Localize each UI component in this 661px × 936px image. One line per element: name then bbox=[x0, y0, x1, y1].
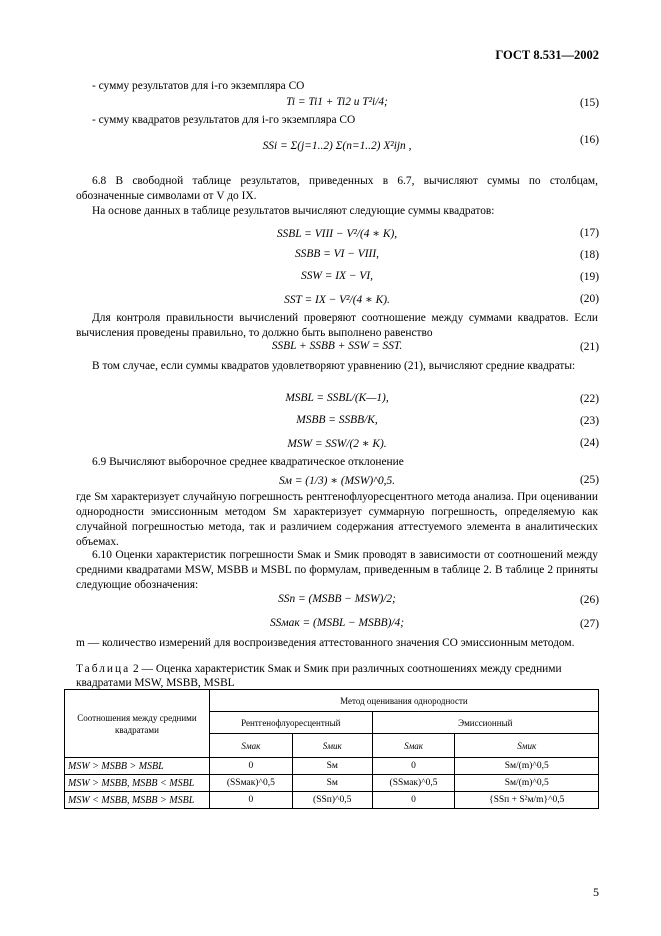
formula-20-text: SST = IX − V²/(4 ∗ K). bbox=[284, 294, 390, 306]
eq-number-25: (25) bbox=[580, 474, 599, 486]
row-1-xrf-mak: 0 bbox=[209, 758, 292, 775]
row-3-em-mik: {SSп + S²м/m}^0,5 bbox=[455, 792, 599, 809]
eq-number-26: (26) bbox=[580, 594, 599, 606]
header-emission: Эмиссионный bbox=[372, 712, 598, 734]
paragraph-6-9: 6.9 Вычисляют выборочное среднее квадратическое отклонение bbox=[92, 456, 404, 468]
formula-23-text: MSBB = SSBB/K, bbox=[296, 414, 378, 426]
formula-21 bbox=[76, 340, 598, 352]
paragraph-6-8-sums: На основе данных в таблице результатов вычисляют следующие суммы квадратов: bbox=[92, 205, 495, 217]
eq-number-27: (27) bbox=[580, 618, 599, 630]
row-1-relation: MSW > MSBB > MSBL bbox=[65, 758, 210, 775]
eq-number-24: (24) bbox=[580, 437, 599, 449]
eq-number-23: (23) bbox=[580, 415, 599, 427]
paragraph-where: где Sм характеризует случайную погрешность рентгенофлуоресцентного метода анализа. При оценивании однородности эмиссионным методом Sм характеризует суммарную погрешность, определяемую как случайной погрешностью метода, так и различием содержания аттестуемого элемента в аналитических объемах. bbox=[76, 491, 598, 548]
row-2-em-mik: Sм/(m)^0,5 bbox=[455, 775, 599, 792]
header-em-smak: Sмак bbox=[372, 734, 455, 758]
row-2-xrf-mik: Sм bbox=[292, 775, 372, 792]
table-header-row-1 bbox=[65, 690, 599, 712]
formula-22-text: MSBL = SSBL/(K—1), bbox=[285, 392, 389, 404]
formula-24-text: MSW = SSW/(2 ∗ K). bbox=[287, 438, 387, 450]
formula-16 bbox=[76, 140, 598, 152]
header-method: Метод оценивания однородности bbox=[209, 690, 598, 712]
header-xrf-smik: Sмик bbox=[292, 734, 372, 758]
header-relation: Соотношения между средними квадратами bbox=[65, 690, 210, 758]
formula-27 bbox=[76, 617, 598, 629]
table-row bbox=[65, 775, 599, 792]
formula-22 bbox=[76, 392, 598, 404]
formula-21-text: SSBL + SSBB + SSW = SST. bbox=[271, 340, 403, 352]
eq-number-16: (16) bbox=[580, 134, 599, 146]
row-3-relation: MSW < MSBB, MSBB > MSBL bbox=[65, 792, 210, 809]
eq-number-15: (15) bbox=[580, 97, 599, 109]
header-xrf: Рентгенофлуоресцентный bbox=[209, 712, 372, 734]
paragraph-control: Для контроля правильности вычислений проверяют соотношение между суммами квадратов. Если вычисления проведены правильно, то должно быть выполнено равенство bbox=[76, 312, 598, 339]
table-2-caption-prefix: Таблица bbox=[76, 663, 131, 675]
row-2-xrf-mak: (SSмак)^0,5 bbox=[209, 775, 292, 792]
header-em-smik: Sмик bbox=[455, 734, 599, 758]
formula-17 bbox=[76, 226, 598, 240]
document-id: ГОСТ 8.531—2002 bbox=[495, 48, 599, 62]
formula-27-text: SSмак = (MSBL − MSBB)/4; bbox=[269, 617, 405, 629]
formula-19-text: SSW = IX − VI, bbox=[301, 270, 373, 282]
paragraph-6-10: 6.10 Оценки характеристик погрешности Sмак и Sмик проводят в зависимости от соотношений между средними квадратами MSW, MSBB и MSBL по формулам, приведенным в таблице 2. В таблице 2 приняты следующие обозначения: bbox=[76, 549, 598, 591]
eq-number-22: (22) bbox=[580, 393, 599, 405]
table-row bbox=[65, 758, 599, 775]
formula-18-text: SSBB = VI − VIII, bbox=[294, 248, 379, 260]
eq-number-19: (19) bbox=[580, 271, 599, 283]
formula-16-text: SSi = Σ(j=1..2) Σ(n=1..2) X²ijn , bbox=[262, 140, 412, 152]
formula-26-text: SSп = (MSBB − MSW)/2; bbox=[278, 593, 396, 605]
eq-number-21: (21) bbox=[580, 341, 599, 353]
table-row bbox=[65, 792, 599, 809]
paragraph-mean-squares: В том случае, если суммы квадратов удовлетворяют уравнению (21), вычисляют средние квадраты: bbox=[92, 360, 576, 372]
formula-18 bbox=[76, 248, 598, 260]
bullet-sum-results: - сумму результатов для i-го экземпляра СО bbox=[92, 80, 305, 92]
eq-number-20: (20) bbox=[580, 293, 599, 305]
paragraph-m-definition: m — количество измерений для воспроизведения аттестованного значения СО эмиссионным методом. bbox=[76, 637, 575, 649]
formula-23 bbox=[76, 414, 598, 426]
page-number: 5 bbox=[593, 885, 599, 899]
row-2-em-mak: (SSмак)^0,5 bbox=[372, 775, 455, 792]
table-2-caption-text: 2 — Оценка характеристик Sмак и Sмик при различных соотношениях между средними квадратами MSW, MSBB, MSBL bbox=[76, 663, 562, 689]
formula-15 bbox=[76, 96, 598, 108]
formula-24 bbox=[76, 436, 598, 450]
eq-number-17: (17) bbox=[580, 227, 599, 239]
formula-25 bbox=[76, 473, 598, 487]
formula-19 bbox=[76, 270, 598, 282]
row-2-relation: MSW > MSBB, MSBB < MSBL bbox=[65, 775, 210, 792]
formula-26 bbox=[76, 593, 598, 605]
paragraph-6-8: 6.8 В свободной таблице результатов, приведенных в 6.7, вычисляют суммы по столбцам, обозначенные символами от V до IX. bbox=[76, 175, 598, 202]
table-2 bbox=[64, 689, 599, 809]
row-1-xrf-mik: Sм bbox=[292, 758, 372, 775]
formula-20 bbox=[76, 292, 598, 306]
row-1-em-mak: 0 bbox=[372, 758, 455, 775]
header-xrf-smak: Sмак bbox=[209, 734, 292, 758]
formula-15-text: Ti = Ti1 + Ti2 и T²i/4; bbox=[286, 96, 388, 108]
row-1-em-mik: Sм/(m)^0,5 bbox=[455, 758, 599, 775]
bullet-sum-squares: - сумму квадратов результатов для i-го экземпляра СО bbox=[92, 114, 356, 126]
formula-25-text: Sм = (1/3) ∗ (MSW)^0,5. bbox=[278, 475, 396, 487]
formula-17-text: SSBL = VIII − V²/(4 ∗ K), bbox=[276, 228, 398, 240]
eq-number-18: (18) bbox=[580, 249, 599, 261]
row-3-xrf-mak: 0 bbox=[209, 792, 292, 809]
row-3-em-mak: 0 bbox=[372, 792, 455, 809]
row-3-xrf-mik: (SSп)^0,5 bbox=[292, 792, 372, 809]
table-2-caption bbox=[76, 662, 601, 690]
